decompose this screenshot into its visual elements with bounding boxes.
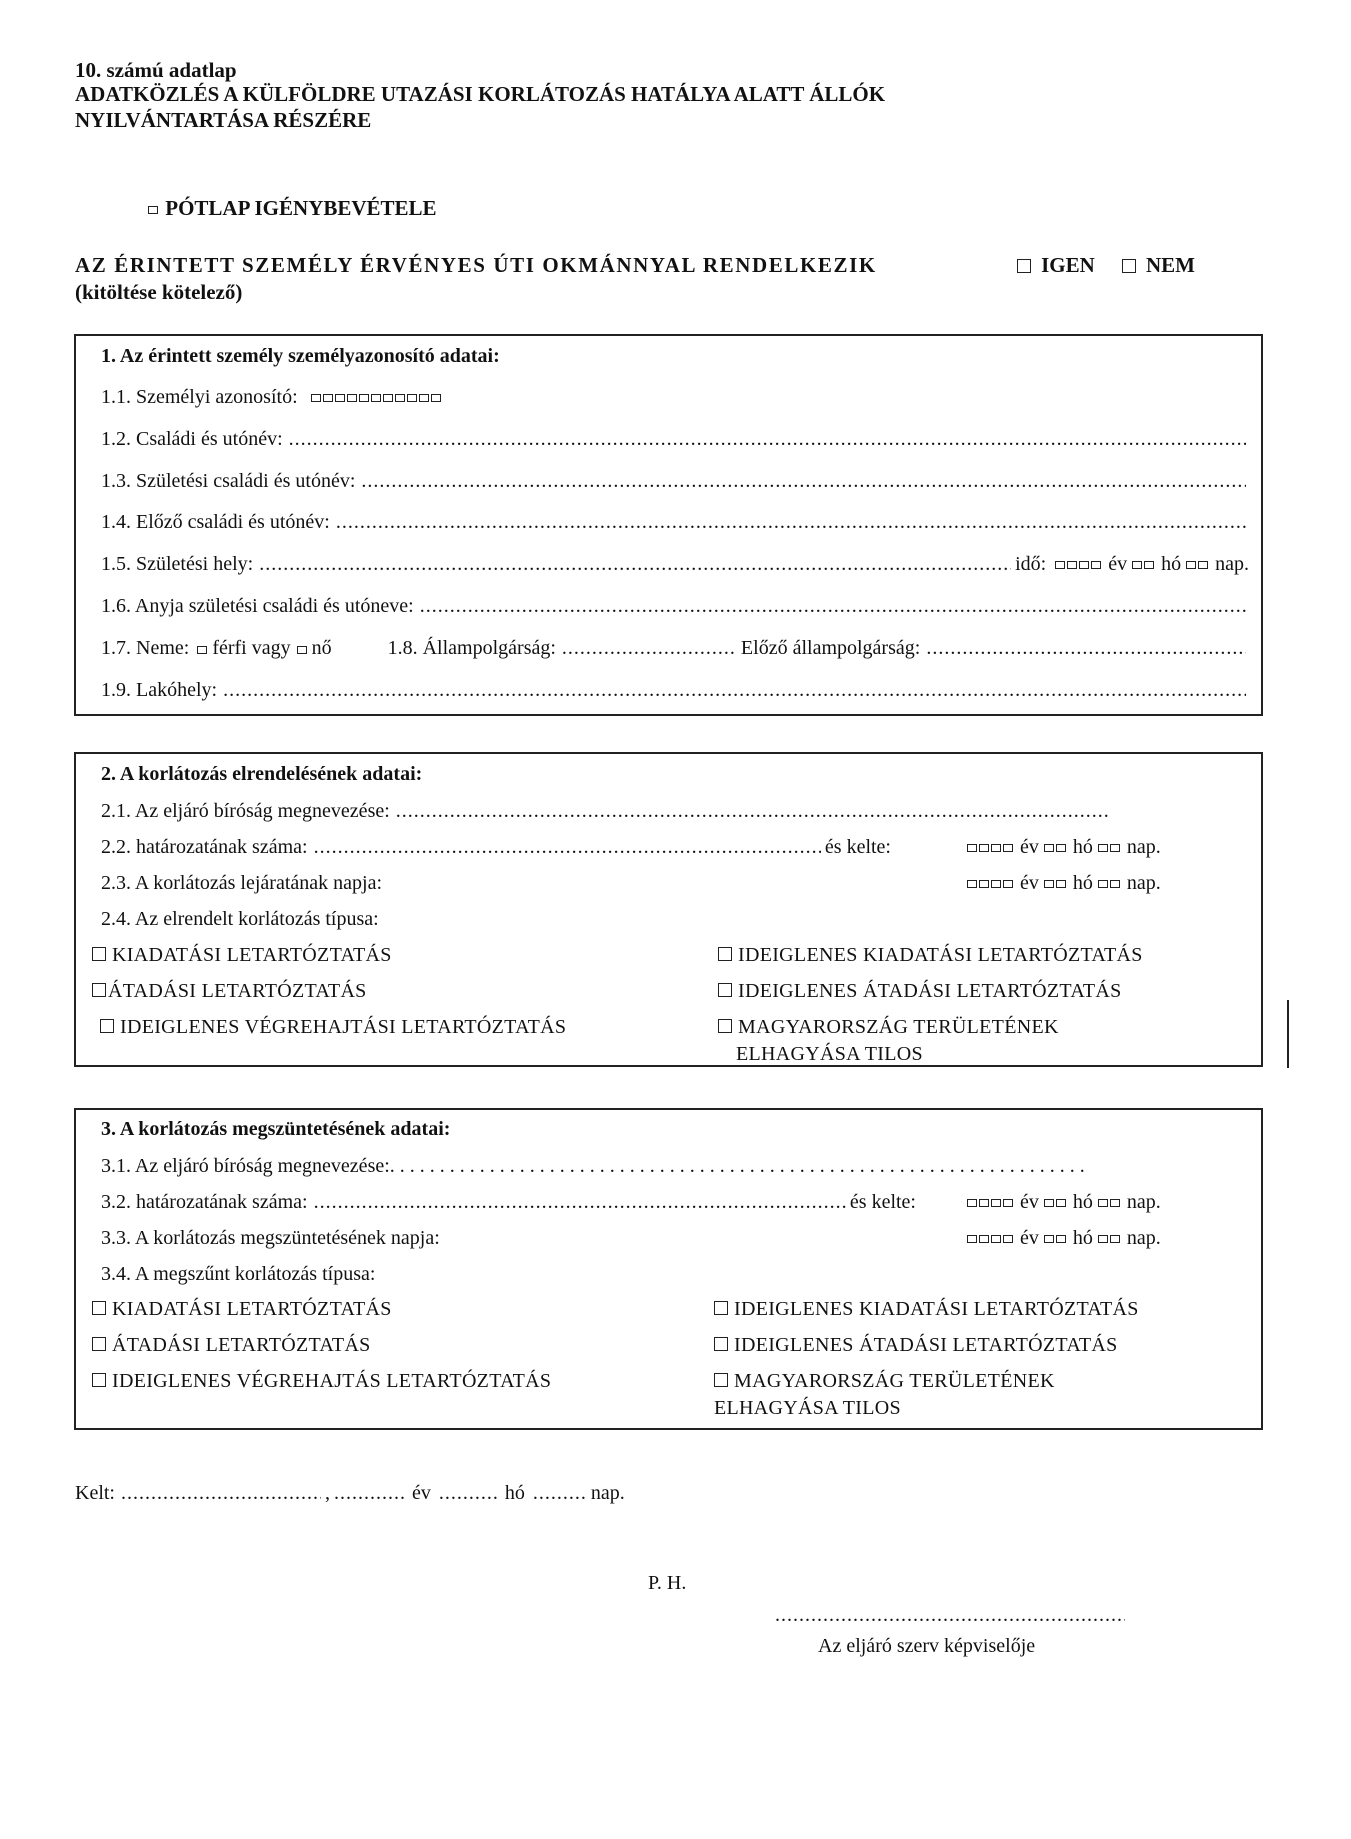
mother-name-row — [101, 595, 1246, 618]
issue-day-field[interactable] — [533, 1482, 585, 1505]
personal-id-boxes[interactable] — [311, 386, 443, 408]
s2-option-leave-ban-line2: ELHAGYÁSA TILOS — [736, 1043, 923, 1065]
issue-place-field[interactable] — [121, 1482, 321, 1505]
previous-citizenship-label: Előző állampolgárság: — [740, 637, 921, 659]
checkbox-icon[interactable] — [92, 947, 106, 961]
checkbox-icon[interactable] — [718, 983, 732, 997]
birth-place-label: 1.5. Születési hely: — [101, 553, 254, 575]
day-unit: nap. — [1126, 836, 1161, 858]
sex-label: 1.7. Neme: — [101, 637, 190, 659]
passport-no-label: NEM — [1146, 253, 1195, 277]
year-unit: év — [1020, 872, 1039, 894]
previous-name-field[interactable] — [336, 511, 1246, 534]
residence-field[interactable] — [223, 679, 1246, 702]
issue-day-unit: nap. — [590, 1482, 625, 1504]
s3-option-leave-ban[interactable] — [714, 1370, 1055, 1393]
birth-name-field[interactable] — [361, 470, 1246, 493]
decision-number-label-2: 2.2. határozatának száma: — [101, 836, 308, 858]
s2-option-temp-extradition[interactable] — [718, 944, 1143, 967]
checkbox-icon[interactable] — [714, 1373, 728, 1387]
birth-place-row — [101, 553, 1249, 576]
residence-row — [101, 679, 1246, 702]
supplement-checkbox[interactable] — [148, 206, 158, 214]
s2-option-extradition-label: KIADATÁSI LETARTÓZTATÁS — [112, 944, 392, 966]
checkbox-icon[interactable] — [92, 1337, 106, 1351]
citizenship-label: 1.8. Állampolgárság: — [387, 637, 556, 659]
supplement-row — [148, 196, 437, 221]
birth-month-unit: hó — [1161, 553, 1182, 575]
passport-yes-label: IGEN — [1041, 253, 1095, 277]
s3-option-temp-surrender[interactable] — [714, 1334, 1118, 1357]
s3-option-extradition-label: KIADATÁSI LETARTÓZTATÁS — [112, 1298, 392, 1320]
s2-option-temp-surrender-label: IDEIGLENES ÁTADÁSI LETARTÓZTATÁS — [738, 980, 1122, 1002]
decision-number-row-2 — [101, 836, 891, 859]
checkbox-icon[interactable] — [92, 983, 106, 997]
decision-date-boxes-3[interactable] — [967, 1191, 1161, 1214]
day-unit: nap. — [1126, 1191, 1161, 1213]
s2-option-surrender[interactable] — [92, 980, 367, 1003]
form-number: 10. számú adatlap — [75, 58, 237, 82]
personal-id-row — [101, 386, 443, 409]
family-name-row — [101, 428, 1246, 451]
previous-name-row — [101, 511, 1246, 534]
court-name-field-2[interactable] — [396, 800, 1109, 823]
birth-time-group[interactable] — [1011, 553, 1249, 576]
checkbox-icon[interactable] — [100, 1019, 114, 1033]
s3-option-temp-surrender-label: IDEIGLENES ÁTADÁSI LETARTÓZTATÁS — [734, 1334, 1118, 1356]
section3-title: 3. A korlátozás megszüntetésének adatai: — [101, 1118, 451, 1140]
issue-year-field[interactable] — [334, 1482, 404, 1505]
decision-date-boxes-2[interactable] — [967, 836, 1161, 859]
month-unit: hó — [1072, 836, 1093, 858]
decision-number-label-3: 3.2. határozatának száma: — [101, 1191, 308, 1213]
s2-option-leave-ban-label: MAGYARORSZÁG TERÜLETÉNEK — [738, 1016, 1059, 1038]
month-unit: hó — [1072, 872, 1093, 894]
birth-place-field[interactable] — [259, 553, 1011, 576]
issue-date-label: Kelt: — [75, 1482, 115, 1504]
court-name-label-2: 2.1. Az eljáró bíróság megnevezése: — [101, 800, 390, 822]
court-name-field-3[interactable] — [390, 1155, 1086, 1178]
stamp-place-label: P. H. — [648, 1572, 687, 1594]
s2-option-temp-extradition-label: IDEIGLENES KIADATÁSI LETARTÓZTATÁS — [738, 944, 1143, 966]
s2-option-temp-execution[interactable] — [100, 1016, 566, 1039]
s3-option-temp-extradition-label: IDEIGLENES KIADATÁSI LETARTÓZTATÁS — [734, 1298, 1139, 1320]
year-unit: év — [1020, 1227, 1039, 1249]
decision-date-label-3: és kelte: — [849, 1191, 916, 1213]
decision-date-label-2: és kelte: — [824, 836, 891, 858]
month-unit: hó — [1072, 1191, 1093, 1213]
restriction-type-label-2: 2.4. Az elrendelt korlátozás típusa: — [101, 908, 379, 930]
s2-option-surrender-label: ÁTADÁSI LETARTÓZTATÁS — [108, 980, 367, 1002]
passport-no-checkbox[interactable] — [1122, 259, 1136, 273]
family-name-label: 1.2. Családi és utónév: — [101, 428, 283, 450]
citizenship-field[interactable] — [562, 637, 737, 660]
passport-question-label: AZ ÉRINTETT SZEMÉLY ÉRVÉNYES ÚTI OKMÁNNYAL RENDELKEZIK — [75, 253, 877, 277]
birth-time-label: idő: — [1015, 553, 1047, 575]
family-name-field[interactable] — [289, 428, 1246, 451]
supplement-label: PÓTLAP IGÉNYBEVÉTELE — [165, 196, 437, 220]
termination-label-3: 3.3. A korlátozás megszüntetésének napja: — [101, 1227, 440, 1249]
s3-option-surrender[interactable] — [92, 1334, 371, 1357]
s3-option-leave-ban-line2: ELHAGYÁSA TILOS — [714, 1397, 901, 1419]
issue-date-row: Kelt: ..... , ..... év ..... hó ..... nap. — [75, 1482, 650, 1505]
s3-option-temp-extradition[interactable] — [714, 1298, 1139, 1321]
decision-number-field-2[interactable] — [314, 836, 821, 859]
checkbox-icon[interactable] — [714, 1337, 728, 1351]
s3-option-temp-execution-label: IDEIGLENES VÉGREHAJTÁS LETARTÓZTATÁS — [112, 1370, 552, 1392]
issue-month-unit: hó — [504, 1482, 525, 1504]
s3-option-temp-execution[interactable] — [92, 1370, 551, 1393]
issue-year-unit: év — [412, 1482, 431, 1504]
passport-question-row — [75, 253, 1195, 278]
s3-option-surrender-label: ÁTADÁSI LETARTÓZTATÁS — [112, 1334, 371, 1356]
form-title-line1: ADATKÖZLÉS A KÜLFÖLDRE UTAZÁSI KORLÁTOZÁS HATÁLYA ALATT ÁLLÓK — [75, 82, 886, 106]
s3-option-leave-ban-label: MAGYARORSZÁG TERÜLETÉNEK — [734, 1370, 1055, 1392]
mother-name-label: 1.6. Anyja születési családi és utóneve: — [101, 595, 414, 617]
court-name-row-3 — [101, 1155, 1086, 1178]
checkbox-icon[interactable] — [718, 947, 732, 961]
court-name-label-3: 3.1. Az eljáró bíróság megnevezése: — [101, 1155, 390, 1177]
form-title-line2: NYILVÁNTARTÁSA RÉSZÉRE — [75, 108, 372, 132]
checkbox-icon[interactable] — [714, 1301, 728, 1315]
termination-date-boxes-3[interactable] — [967, 1227, 1161, 1250]
passport-note: (kitöltése kötelező) — [75, 280, 243, 304]
margin-mark — [1287, 1000, 1289, 1068]
sex-citizenship-row — [101, 637, 1246, 660]
expiry-label-2: 2.3. A korlátozás lejáratának napja: — [101, 872, 383, 894]
signature-line[interactable] — [775, 1604, 1125, 1627]
day-unit: nap. — [1126, 872, 1161, 894]
birth-name-row — [101, 470, 1246, 493]
terminated-type-label-3: 3.4. A megszűnt korlátozás típusa: — [101, 1263, 376, 1285]
s2-option-temp-surrender[interactable] — [718, 980, 1122, 1003]
month-unit: hó — [1072, 1227, 1093, 1249]
birth-year-unit: év — [1108, 553, 1128, 575]
issue-month-field[interactable] — [439, 1482, 497, 1505]
expiry-date-boxes-2[interactable] — [967, 872, 1161, 895]
sex-female-label: nő — [311, 637, 332, 659]
decision-number-row-3 — [101, 1191, 916, 1214]
sex-female-checkbox[interactable] — [297, 646, 307, 654]
checkbox-icon[interactable] — [718, 1019, 732, 1033]
checkbox-icon[interactable] — [92, 1373, 106, 1387]
section2-title: 2. A korlátozás elrendelésének adatai: — [101, 763, 423, 785]
sex-male-checkbox[interactable] — [197, 646, 207, 654]
s2-option-temp-execution-label: IDEIGLENES VÉGREHAJTÁSI LETARTÓZTATÁS — [120, 1016, 567, 1038]
checkbox-icon[interactable] — [92, 1301, 106, 1315]
day-unit: nap. — [1126, 1227, 1161, 1249]
year-unit: év — [1020, 1191, 1039, 1213]
decision-number-field-3[interactable] — [314, 1191, 846, 1214]
birth-day-unit: nap. — [1215, 553, 1249, 575]
s2-option-extradition[interactable] — [92, 944, 392, 967]
passport-yes-checkbox[interactable] — [1017, 259, 1031, 273]
sex-male-label: férfi vagy — [212, 637, 291, 659]
s2-option-leave-ban[interactable] — [718, 1016, 1059, 1039]
mother-name-field[interactable] — [420, 595, 1246, 618]
section1-title: 1. Az érintett személy személyazonosító adatai: — [101, 345, 500, 367]
birth-name-label: 1.3. Születési családi és utónév: — [101, 470, 356, 492]
s3-option-extradition[interactable] — [92, 1298, 392, 1321]
year-unit: év — [1020, 836, 1039, 858]
previous-citizenship-field[interactable] — [926, 637, 1246, 660]
personal-id-label: 1.1. Személyi azonosító: — [101, 386, 298, 408]
previous-name-label: 1.4. Előző családi és utónév: — [101, 511, 330, 533]
residence-label: 1.9. Lakóhely: — [101, 679, 218, 701]
signature-caption: Az eljáró szerv képviselője — [818, 1635, 1036, 1657]
court-name-row-2 — [101, 800, 1109, 823]
